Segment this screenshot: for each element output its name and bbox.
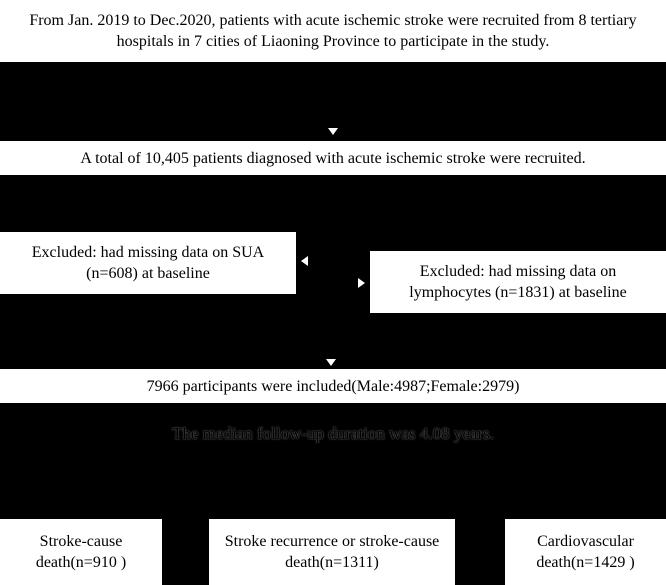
excluded-sua-box <box>0 232 296 294</box>
excluded-lymphocytes-box <box>370 251 666 313</box>
arrow-down-1 <box>328 128 338 135</box>
outcome-cardiovascular-death-box <box>505 519 666 585</box>
outcome-stroke-cause-death-text: Stroke-cause death(n=910 ) <box>35 533 127 571</box>
arrow-left <box>301 256 308 266</box>
recruitment-box <box>0 0 666 62</box>
arrow-right <box>358 278 365 288</box>
excluded-sua-text: Excluded: had missing data on SUA (n=608) at baseline <box>31 244 265 282</box>
total-recruited-box <box>0 141 666 175</box>
followup-note: The median follow-up duration was 4.08 years. <box>172 424 494 443</box>
outcome-recurrence-or-death-box <box>209 519 455 585</box>
included-box <box>0 369 666 403</box>
recruitment-text: From Jan. 2019 to Dec.2020, patients with acute ischemic stroke were recruited from 8 tertiary hospitals in 7 cities of Liaoning Province to participate in the study. <box>29 12 637 50</box>
total-recruited-text: A total of 10,405 patients diagnosed with acute ischemic stroke were recruited. <box>80 149 586 167</box>
outcome-recurrence-or-death-text: Stroke recurrence or stroke-cause death(n=1311) <box>224 533 440 571</box>
included-text: 7966 participants were included(Male:4987;Female:2979) <box>146 377 520 395</box>
excluded-lymphocytes-text: Excluded: had missing data on lymphocytes (n=1831) at baseline <box>409 263 627 301</box>
arrow-down-2 <box>326 359 336 366</box>
outcome-stroke-cause-death-box <box>0 519 162 585</box>
outcome-cardiovascular-death-text: Cardiovascular death(n=1429 ) <box>536 533 635 571</box>
